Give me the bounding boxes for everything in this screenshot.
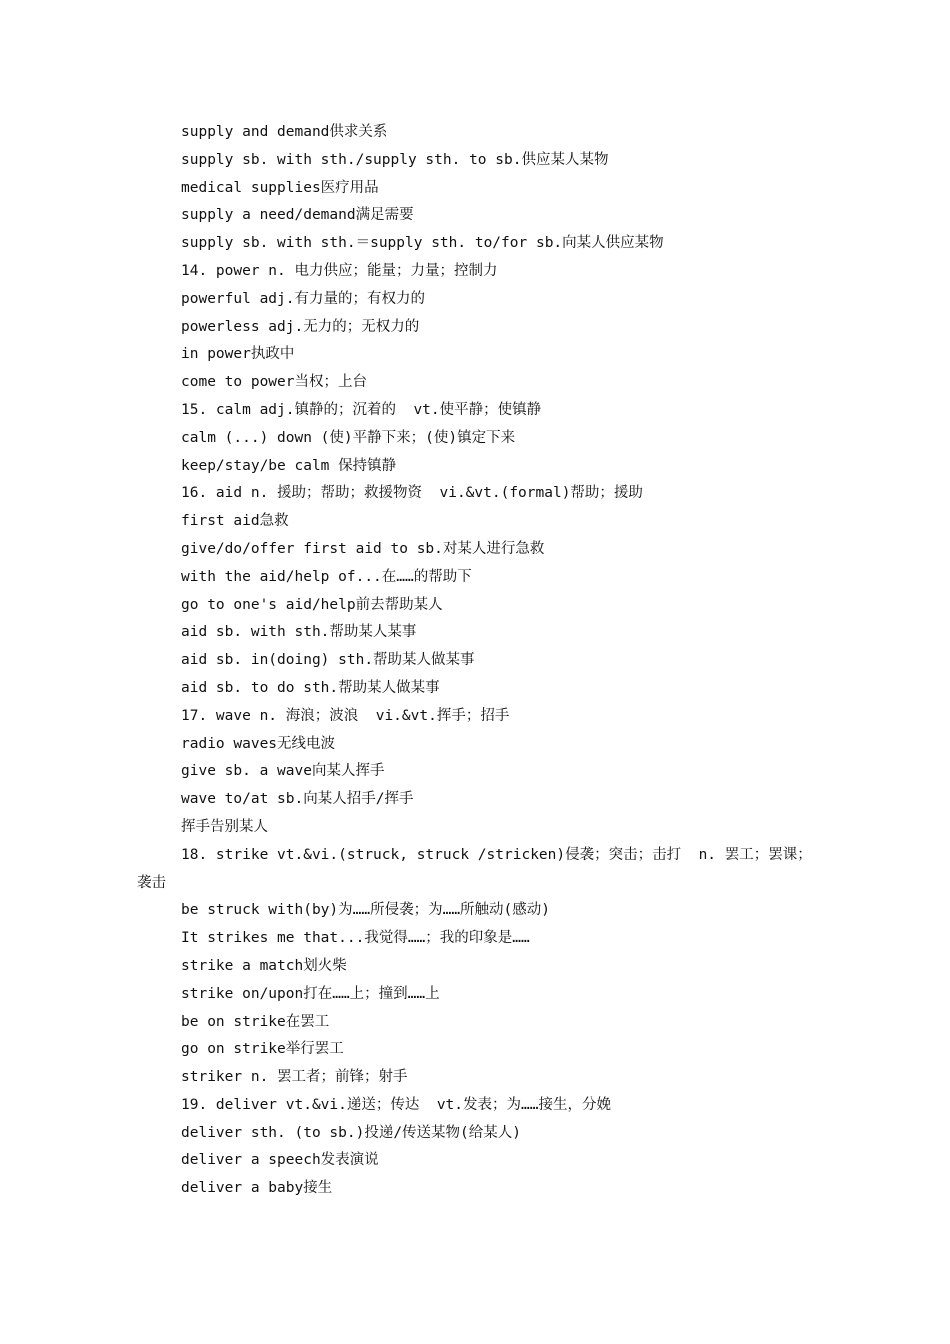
entry-heading: 17. wave n. 海浪；波浪 vi.&vt.挥手；招手	[181, 707, 510, 724]
text-line: radio waves无线电波	[181, 735, 336, 752]
text-line: supply and demand供求关系	[181, 124, 388, 140]
text-line: strike a match划火柴	[181, 957, 347, 974]
text-line: go to one's aid/help前去帮助某人	[181, 596, 443, 613]
text-line: be on strike在罢工	[181, 1013, 330, 1030]
text-line: keep/stay/be calm 保持镇静	[181, 457, 397, 474]
entry-heading: 15. calm adj.镇静的；沉着的 vt.使平静；使镇静	[181, 401, 542, 418]
text-line: go on strike举行罢工	[181, 1041, 344, 1058]
text-line: aid sb. to do sth.帮助某人做某事	[181, 679, 440, 696]
text-line: deliver a speech发表演说	[181, 1152, 379, 1169]
text-line: supply a need/demand满足需要	[181, 207, 414, 224]
text-line: strike on/upon打在……上；撞到……上	[181, 985, 440, 1002]
document-page	[0, 119, 950, 1203]
entry-heading: 14. power n. 电力供应；能量；力量；控制力	[181, 262, 498, 279]
text-line: supply sb. with sth./supply sth. to sb.供应某人某物	[181, 151, 609, 168]
text-line: first aid急救	[181, 513, 289, 530]
text-line: deliver a baby接生	[181, 1180, 333, 1197]
entry-heading: 16. aid n. 援助；帮助；救援物资 vi.&vt.(formal)帮助；援助	[181, 485, 643, 502]
entry-heading: 19. deliver vt.&vi.递送；传达 vt.发表；为……接生，分娩	[181, 1096, 611, 1113]
text-line: 挥手告别某人	[181, 818, 268, 835]
text-line: be struck with(by)为……所侵袭；为……所触动(感动)	[181, 902, 551, 919]
text-line: powerful adj.有力量的；有权力的	[181, 290, 425, 307]
entry-heading: 18. strike vt.&vi.(struck, struck /stricken)侵袭；突击；击打 n. 罢工；罢课；	[181, 846, 812, 863]
text-line: in power执政中	[181, 346, 295, 363]
text-line: supply sb. with sth.＝supply sth. to/for sb.向某人供应某物	[181, 235, 664, 252]
text-line: give sb. a wave向某人挥手	[181, 763, 385, 780]
text-line: with the aid/help of...在……的帮助下	[181, 568, 472, 585]
text-line: powerless adj.无力的；无权力的	[181, 318, 420, 335]
text-line: It strikes me that...我觉得……；我的印象是……	[181, 930, 530, 947]
text-line: medical supplies医疗用品	[181, 179, 379, 196]
text-line: deliver sth. (to sb.)投递/传送某物(给某人)	[181, 1124, 522, 1141]
text-line: give/do/offer first aid to sb.对某人进行急救	[181, 540, 545, 557]
text-line: striker n. 罢工者；前锋；射手	[181, 1069, 408, 1086]
text-line: come to power当权；上台	[181, 374, 367, 391]
text-line: aid sb. in(doing) sth.帮助某人做某事	[181, 652, 475, 669]
text-line: calm (...) down (使)平静下来；(使)镇定下来	[181, 429, 516, 446]
text-line: wave to/at sb.向某人招手/挥手	[181, 791, 414, 808]
text-line: aid sb. with sth.帮助某人某事	[181, 624, 417, 641]
text-line-continuation: 袭击	[137, 874, 166, 891]
